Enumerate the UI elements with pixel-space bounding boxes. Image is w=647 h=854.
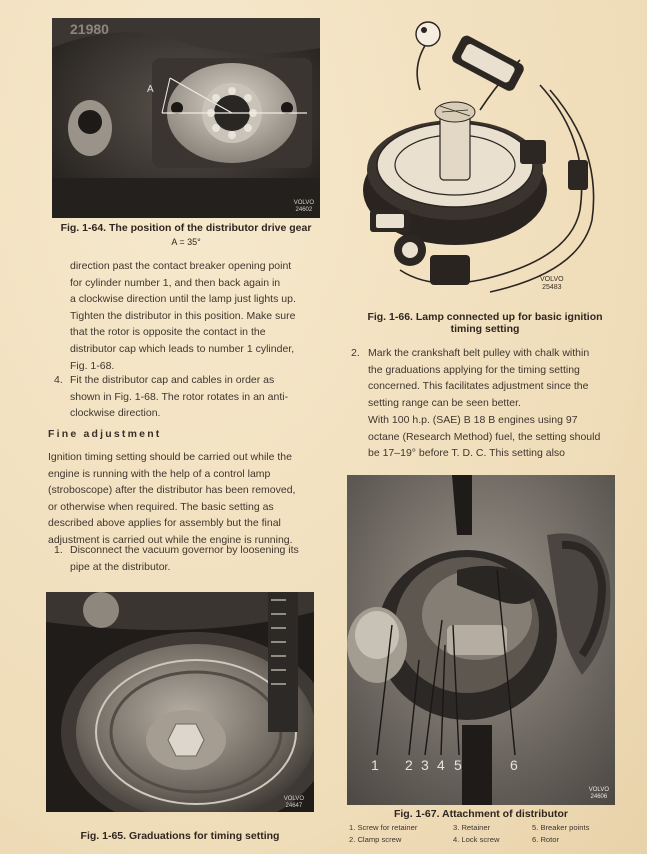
legend-item: 3. Retainer	[453, 823, 491, 832]
fig-1-67-legend-col-1	[349, 822, 417, 846]
legend-item: 4. Lock screw	[453, 835, 500, 844]
legend-item: 2. Clamp screw	[349, 835, 402, 844]
fig-1-64-caption: Fig. 1-64. The position of the distributor drive gear	[60, 222, 312, 234]
callout-4: 4	[437, 757, 445, 773]
fig-1-67-caption: Fig. 1-67. Attachment of distributor	[393, 808, 569, 820]
callout-6: 6	[510, 757, 518, 773]
fig-1-65-photo	[46, 592, 314, 812]
fig-1-67-legend-col-2	[453, 822, 499, 846]
fig-1-66-caption: Fig. 1-66. Lamp connected up for basic ignition timing setting	[367, 311, 603, 335]
callout-5: 5	[454, 757, 462, 773]
timing-lamp-diagram	[340, 20, 616, 310]
legend-item: 5. Breaker points	[532, 823, 590, 832]
step-4-number: 4.	[54, 374, 63, 386]
fig-1-65-photo-mark: VOLVO 24647	[283, 796, 304, 809]
fig-1-65-caption: Fig. 1-65. Graduations for timing setting	[80, 830, 280, 842]
callout-2: 2	[405, 757, 413, 773]
legend-item: 1. Screw for retainer	[349, 823, 418, 832]
callout-1: 1	[371, 757, 379, 773]
step-1-text: Disconnect the vacuum governor by loosening its pipe at the distributor.	[70, 544, 299, 573]
svg-text:21980: 21980	[70, 21, 109, 37]
fig-1-67-photo-mark: VOLVO 24606	[588, 787, 609, 800]
fig-1-64-photo	[52, 18, 320, 218]
fig-1-64-subcaption: A = 35°	[171, 237, 201, 247]
distributor-attachment-image	[347, 475, 615, 805]
step-1-number: 1.	[54, 544, 63, 556]
fig-1-64-photo-mark: VOLVO 24602	[293, 200, 314, 213]
crankshaft-pulley-image	[46, 592, 314, 812]
step-4-text: Fit the distributor cap and cables in order as shown in Fig. 1-68. The rotor rotates in an anti- clockwise direction.	[70, 374, 289, 420]
step-2-number: 2.	[351, 347, 360, 359]
fig-1-66-illustration	[340, 20, 616, 310]
callout-3: 3	[421, 757, 429, 773]
label-a: A	[147, 84, 154, 95]
step-2-text: Mark the crankshaft belt pulley with chalk within the graduations applying for the timing setting concerned. This facilitates adjustment since the setting range can be seen better.	[368, 347, 590, 409]
fig-1-67-photo	[347, 475, 615, 805]
left-text-paragraph-2: Ignition timing setting should be carried out while the engine is running with the help of a control lamp (stroboscope) after the distributor has been removed, or otherwise when required. The basic setting as described above applies for assembly but the final adjustment is carried out while the engine is running.	[48, 451, 296, 546]
fig-1-66-mark: VOLVO 25483	[540, 276, 564, 291]
fig-1-67-legend-col-3	[532, 822, 589, 846]
right-text-paragraph: With 100 h.p. (SAE) B 18 B engines using 97 octane (Research Method) fuel, the setting should be 17–19° before T. D. C. This setting also	[368, 414, 601, 460]
distributor-drive-gear-image	[52, 18, 320, 218]
fine-adjustment-heading: Fine adjustment	[48, 428, 162, 440]
left-text-paragraph-1: direction past the contact breaker opening point for cylinder number 1, and then back again in a clockwise direction until the lamp just lights up. Tighten the distributor in this position. Make sure that the rotor is opposite the contact in the distributor cap which leads to number 1 cylinder, Fig. 1-68.	[70, 260, 296, 372]
legend-item: 6. Rotor	[532, 835, 560, 844]
